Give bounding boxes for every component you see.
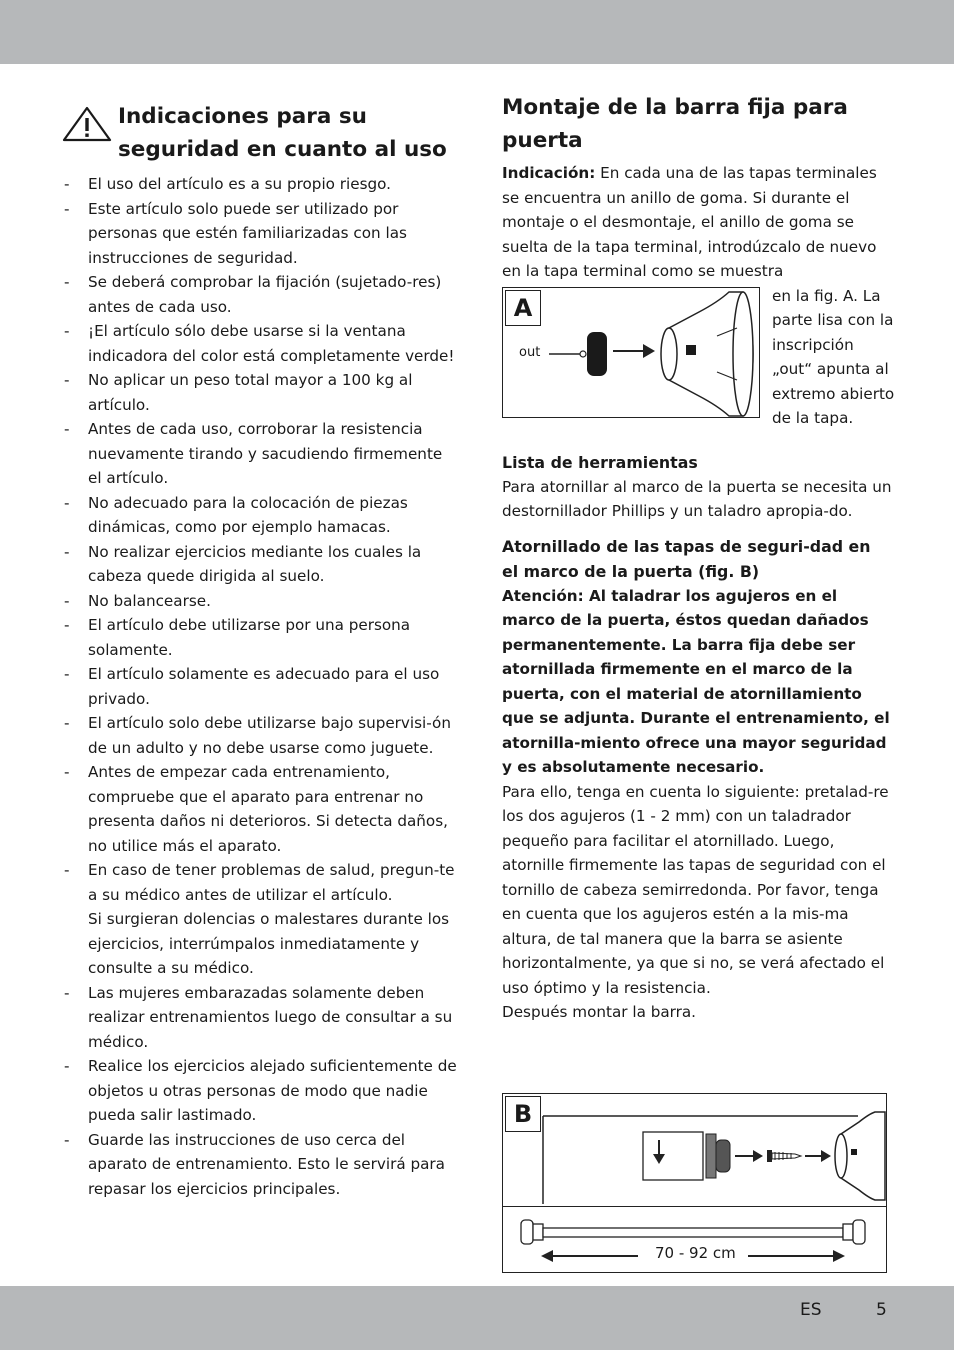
list-item: - No realizar ejercicios mediante los cuales la cabeza quede dirigida al suelo. <box>64 542 422 585</box>
list-item: - Este artículo solo puede ser utilizado por personas que estén familiarizadas con las instrucciones de seguridad. <box>64 199 407 267</box>
tools-title: Lista de herramientas <box>502 452 698 472</box>
mounting-title-line1: Montaje de la barra fija para <box>502 95 848 120</box>
list-item: - Realice los ejercicios alejado suficientemente de objetos u otras personas de modo que nadie pueda salir lastimado. <box>64 1057 457 1124</box>
attention-text: Atención: Al taladrar los agujeros en el marco de la puerta, éstos quedan dañados permanentemente. La barra fija debe ser atornillada firmemente en el marco de la puerta, con el material de atornillamiento que se adjunta. Durante el entrenamiento, el atornilla-miento ofrece una mayor seguridad y es absolutamente necesario. <box>502 586 890 776</box>
warning-icon <box>62 106 112 142</box>
after-text: Después montar la barra. <box>502 1003 697 1021</box>
figure-a-letter: A <box>505 290 541 326</box>
screw-title: Atornillado de las tapas de seguri-dad en el marco de la puerta (fig. B) <box>502 536 871 581</box>
rubber-ring-illustration <box>503 288 759 417</box>
instructions-text: Para ello, tenga en cuenta lo siguiente: pretalad-re los dos agujeros (1 - 2 mm) con un taladrador pequeño para facilitar el atornillado. Luego, atornille firmemente las tapas de seguridad con el tornillo de cabeza semirredonda. Por favor, tenga en cuenta que los agujeros estén a la mis-ma altura, de tal manera que la barra se asiente horizontalmente, ya que si no, se verá afectado el uso óptimo y la resistencia. <box>502 782 889 997</box>
note-label: Indicación: <box>502 164 596 182</box>
figure-a <box>502 287 760 418</box>
safety-section <box>62 100 457 1201</box>
list-item-extra: Si surgieran dolencias o malestares durante los ejercicios, interrúmpalos inmediatamente y consulte a su médico. <box>88 910 450 977</box>
figure-b <box>502 1093 887 1273</box>
out-label: out <box>519 344 541 360</box>
list-item: - Se deberá comprobar la fijación (sujetado-res) antes de cada uso. <box>64 273 442 316</box>
page-number: 5 <box>876 1300 887 1320</box>
list-item: - El artículo debe utilizarse por una persona solamente. <box>64 616 411 659</box>
mounting-section <box>502 91 895 1025</box>
list-item: - No adecuado para la colocación de piezas dinámicas, como por ejemplo hamacas. <box>64 493 408 536</box>
measure-label: 70 - 92 cm <box>655 1244 736 1262</box>
list-item: - Las mujeres embarazadas solamente deben realizar entrenamientos luego de consultar a su médico. <box>64 983 453 1051</box>
list-item: - Antes de cada uso, corroborar la resistencia nuevamente tirando y sacudiendo firmemente el artículo. <box>64 420 443 487</box>
list-item: - El artículo solamente es adecuado para el uso privado. <box>64 665 440 708</box>
safety-title-line1: Indicaciones para su <box>118 104 367 129</box>
list-item: - Antes de empezar cada entrenamiento, compruebe que el aparato para entrenar no presenta daños ni deterioros. Si detecta daños, no utilice más el aparato. <box>64 763 448 855</box>
safety-list <box>62 172 457 1201</box>
note-continued: en la fig. A. La parte lisa con la inscripción „out“ apunta al extremo abierto de la tapa. <box>772 286 895 427</box>
safety-title-line2: seguridad en cuanto al uso <box>118 137 447 162</box>
figure-a-row <box>502 284 895 470</box>
header-band <box>0 0 954 64</box>
list-item: - No aplicar un peso total mayor a 100 kg al artículo. <box>64 371 413 414</box>
list-item: - Guarde las instrucciones de uso cerca del aparato de entrenamiento. Esto le servirá para repasar los ejercicios principales. <box>64 1130 445 1198</box>
mounting-title-line2: puerta <box>502 128 583 153</box>
figure-b-letter: B <box>505 1096 541 1132</box>
list-item: - ¡El artículo sólo debe usarse si la ventana indicadora del color está completamente verde! <box>64 322 455 365</box>
footer-language: ES <box>800 1300 822 1320</box>
note-text: En cada una de las tapas terminales se encuentra un anillo de goma. Si durante el montaje o el desmontaje, el anillo de goma se suelta de la tapa terminal, introdúzcalo de nuevo en la tapa terminal como se muestra <box>502 164 877 280</box>
mounting-note <box>502 161 892 284</box>
list-item: - En caso de tener problemas de salud, pregun-te a su médico antes de utilizar el artículo. Si surgieran dolencias o malestares durante los ejercicios, interrúmpalos inmediatamente y consulte a su médico. <box>62 858 457 981</box>
figure-b-divider <box>503 1206 886 1207</box>
list-item: - No balancearse. <box>64 591 211 610</box>
list-item: - El artículo solo debe utilizarse bajo supervisi-ón de un adulto y no debe usarse como juguete. <box>64 714 451 757</box>
safety-heading <box>62 100 457 166</box>
tools-text: Para atornillar al marco de la puerta se necesita un destornillador Phillips y un taladro apropia-do. <box>502 477 892 520</box>
list-item: - El uso del artículo es a su propio riesgo. <box>64 175 391 193</box>
